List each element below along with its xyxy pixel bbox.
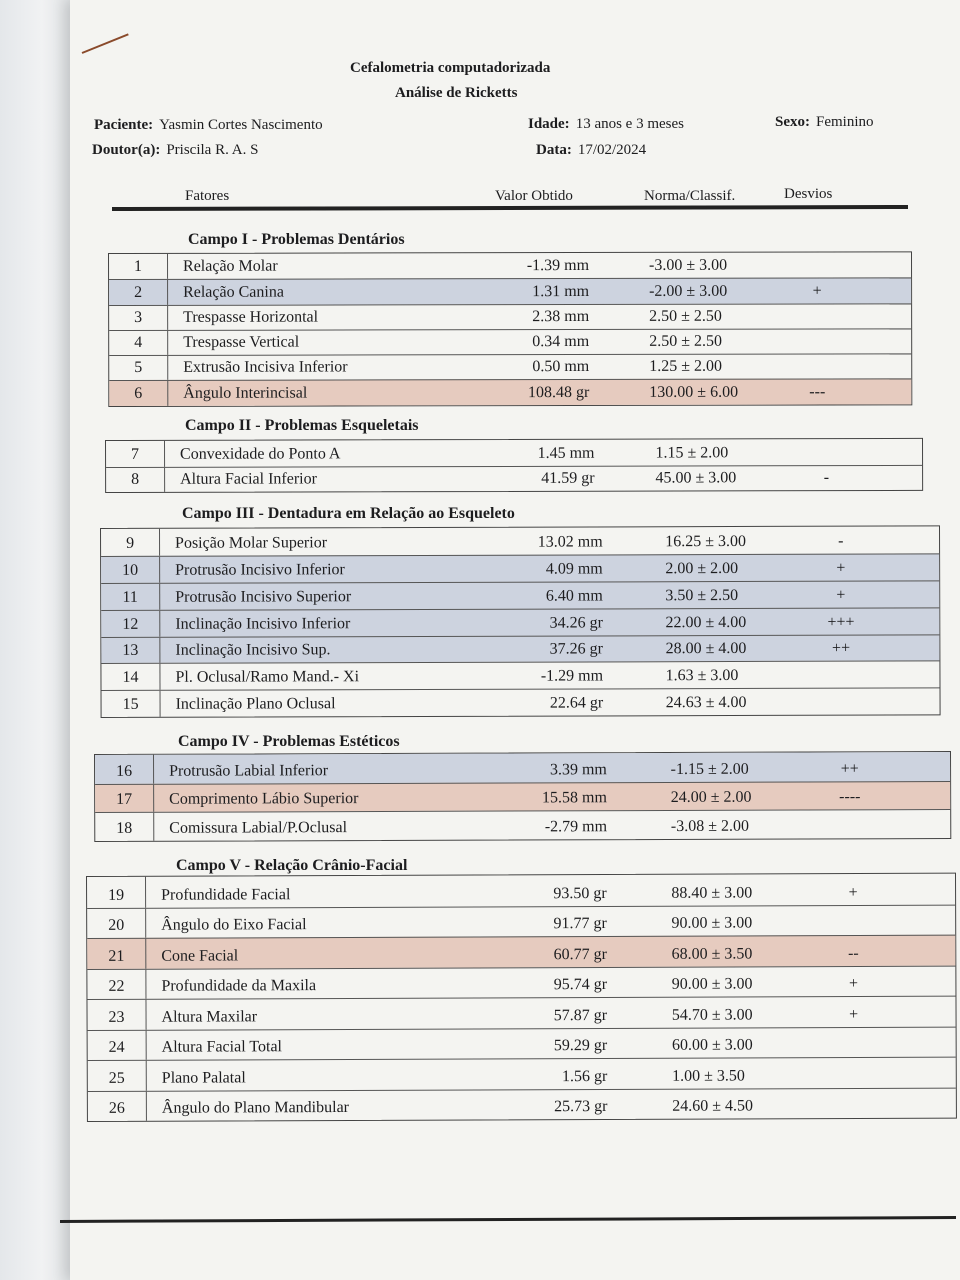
norm-value: 24.63 ± 4.00 — [665, 694, 747, 712]
factor-name: Relação Molar — [183, 257, 278, 276]
date-info — [536, 142, 646, 159]
norm-value: -3.08 ± 2.00 — [670, 817, 749, 835]
column-divider — [146, 1030, 147, 1060]
factor-name: Ângulo Interincisal — [183, 384, 308, 402]
factor-name: Inclinação Incisivo Sup. — [175, 641, 331, 660]
deviation-mark: + — [849, 1005, 859, 1023]
column-header-desvios: Desvios — [784, 186, 833, 202]
norm-value: 2.00 ± 2.00 — [665, 559, 739, 578]
norm-value: -3.00 ± 3.00 — [649, 257, 728, 275]
factor-name: Ângulo do Eixo Facial — [161, 916, 307, 934]
campo-table — [108, 251, 912, 406]
deviation-mark: --- — [809, 383, 826, 401]
factor-name: Pl. Oclusal/Ramo Mand.- Xi — [175, 668, 360, 687]
column-divider — [159, 557, 160, 583]
row-number: 11 — [122, 588, 138, 606]
patient-label: Paciente: — [94, 117, 154, 133]
row-number: 9 — [126, 534, 135, 552]
obtained-value: 0.50 mm — [532, 358, 590, 376]
factor-name: Protrusão Incisivo Superior — [175, 587, 352, 606]
age-info — [528, 116, 684, 133]
obtained-value: 0.34 mm — [532, 333, 590, 351]
table-row — [87, 935, 955, 969]
deviation-mark: + — [836, 586, 846, 604]
date-label: Data: — [536, 142, 572, 158]
column-divider — [167, 254, 168, 279]
table-row — [95, 752, 950, 783]
sex-info — [775, 114, 874, 131]
column-divider — [145, 1000, 146, 1030]
obtained-value: 22.64 gr — [549, 694, 604, 712]
table-row — [88, 1057, 956, 1091]
factor-name: Inclinação Plano Oclusal — [175, 695, 336, 713]
column-divider — [167, 356, 168, 380]
obtained-value: 13.02 mm — [537, 533, 603, 551]
factor-name: Cone Facial — [161, 946, 239, 965]
row-number: 13 — [122, 642, 139, 660]
column-divider — [145, 908, 146, 938]
obtained-value: 34.26 gr — [549, 613, 603, 632]
campo-title: Campo V - Relação Crânio-Facial — [176, 857, 408, 874]
table-row — [109, 354, 911, 381]
column-divider — [167, 381, 168, 405]
obtained-value: 3.39 mm — [549, 760, 607, 778]
table-row — [101, 634, 939, 664]
table-row — [109, 278, 911, 305]
column-divider — [159, 584, 160, 610]
factor-name: Profundidade da Maxila — [161, 977, 317, 995]
norm-value: 68.00 ± 3.50 — [671, 944, 753, 963]
row-number: 20 — [108, 916, 125, 934]
row-number: 3 — [134, 308, 143, 326]
column-divider — [164, 467, 165, 492]
factor-name: Convexidade do Ponto A — [180, 444, 341, 463]
table-row — [101, 580, 939, 610]
row-number: 21 — [108, 947, 125, 965]
factor-name: Protrusão Incisivo Inferior — [175, 561, 345, 579]
report-title: Cefalometria computadorizada — [350, 60, 551, 76]
obtained-value: -2.79 mm — [544, 817, 608, 835]
campo-table — [86, 873, 957, 1122]
norm-value: 60.00 ± 3.00 — [671, 1036, 753, 1054]
row-number: 12 — [122, 615, 139, 633]
deviation-mark: + — [812, 282, 822, 300]
deviation-mark: ++ — [840, 759, 859, 777]
row-number: 4 — [134, 334, 143, 352]
column-divider — [159, 637, 160, 663]
table-row — [88, 1026, 956, 1060]
table-row — [106, 439, 922, 467]
obtained-value: 93.50 gr — [553, 884, 607, 902]
campo-title: Campo III - Dentadura em Relação ao Esqueleto — [182, 505, 515, 522]
obtained-value: 41.59 gr — [541, 469, 595, 487]
row-number: 7 — [131, 445, 140, 463]
patient-name: Yasmin Cortes Nascimento — [159, 117, 323, 133]
row-number: 15 — [122, 696, 139, 714]
column-header-norma: Norma/Classif. — [644, 188, 736, 204]
obtained-value: 108.48 gr — [527, 383, 590, 401]
row-number: 26 — [108, 1099, 125, 1117]
column-divider — [145, 939, 146, 969]
factor-name: Relação Canina — [183, 283, 284, 301]
norm-value: 1.63 ± 3.00 — [665, 667, 739, 685]
deviation-mark: ++ — [832, 640, 851, 658]
table-row — [106, 464, 922, 492]
factor-name: Comprimento Lábio Superior — [169, 790, 359, 808]
factor-name: Altura Facial Total — [161, 1038, 283, 1056]
column-divider — [167, 305, 168, 329]
norm-value: 45.00 ± 3.00 — [655, 469, 737, 487]
column-divider — [145, 969, 146, 999]
column-divider — [159, 610, 160, 636]
row-number: 6 — [134, 384, 143, 402]
obtained-value: 1.45 mm — [537, 444, 595, 462]
column-divider — [153, 784, 154, 812]
table-row — [109, 379, 911, 406]
norm-value: 1.00 ± 3.50 — [672, 1066, 745, 1085]
table-row — [87, 904, 955, 938]
column-header-valor: Valor Obtido — [495, 188, 573, 204]
column-divider — [153, 813, 154, 841]
report-subtitle: Análise de Ricketts — [395, 85, 518, 101]
column-divider — [164, 441, 165, 467]
deviation-mark: + — [848, 883, 858, 901]
obtained-value: -1.39 mm — [526, 257, 590, 275]
row-number: 17 — [116, 790, 133, 808]
factor-name: Protrusão Labial Inferior — [169, 761, 329, 780]
obtained-value: 57.87 gr — [553, 1006, 608, 1024]
row-number: 18 — [116, 819, 133, 837]
norm-value: 28.00 ± 4.00 — [665, 640, 747, 658]
column-divider — [145, 877, 146, 908]
obtained-value: 59.29 gr — [553, 1036, 608, 1055]
norm-value: 2.50 ± 2.50 — [649, 307, 722, 325]
deviation-mark: - — [838, 532, 844, 550]
row-number: 25 — [108, 1069, 125, 1087]
column-divider — [153, 755, 154, 784]
table-row — [87, 965, 955, 999]
norm-value: 1.15 ± 2.00 — [655, 443, 729, 462]
column-header-fatores: Fatores — [185, 188, 230, 204]
campo-title: Campo IV - Problemas Estéticos — [178, 733, 400, 750]
obtained-value: 4.09 mm — [545, 560, 603, 578]
obtained-value: 37.26 gr — [549, 640, 604, 659]
table-row — [102, 688, 940, 718]
obtained-value: -1.29 mm — [540, 667, 604, 685]
row-number: 14 — [122, 669, 139, 687]
table-row — [109, 328, 911, 355]
table-row — [95, 809, 950, 840]
factor-name: Inclinação Incisivo Inferior — [175, 614, 351, 633]
row-number: 10 — [122, 561, 139, 579]
deviation-mark: +++ — [827, 613, 855, 631]
factor-name: Ângulo do Plano Mandibular — [161, 1098, 350, 1117]
norm-value: -2.00 ± 3.00 — [649, 282, 728, 300]
column-divider — [160, 691, 161, 717]
table-row — [101, 526, 939, 556]
column-divider — [159, 664, 160, 690]
obtained-value: 2.38 mm — [532, 307, 590, 326]
doctor-info — [92, 142, 258, 159]
deviation-mark: - — [823, 469, 830, 487]
obtained-value: 91.77 gr — [553, 915, 607, 933]
table-row — [101, 553, 939, 583]
norm-value: -1.15 ± 2.00 — [670, 760, 749, 778]
column-divider — [167, 331, 168, 355]
norm-value: 16.25 ± 3.00 — [665, 532, 747, 551]
deviation-mark: ---- — [839, 788, 861, 806]
factor-name: Altura Maxilar — [161, 1007, 258, 1026]
obtained-value: 25.73 gr — [554, 1097, 608, 1116]
table-row — [95, 781, 950, 812]
norm-value: 88.40 ± 3.00 — [671, 883, 753, 902]
factor-name: Extrusão Incisiva Inferior — [183, 358, 348, 377]
norm-value: 1.25 ± 2.00 — [649, 358, 723, 376]
doctor-label: Doutor(a): — [92, 142, 161, 158]
campo-table — [100, 525, 941, 718]
table-row — [87, 996, 955, 1030]
table-row — [101, 661, 939, 691]
row-number: 2 — [134, 283, 143, 301]
campo-title: Campo I - Problemas Dentários — [188, 231, 405, 248]
column-divider — [159, 529, 160, 556]
obtained-value: 15.58 mm — [542, 789, 607, 807]
obtained-value: 95.74 gr — [553, 976, 608, 994]
campo-table — [94, 751, 951, 841]
factor-name: Posição Molar Superior — [175, 534, 328, 552]
row-number: 24 — [108, 1038, 125, 1056]
deviation-mark: + — [848, 975, 859, 993]
obtained-value: 6.40 mm — [545, 587, 603, 605]
column-divider — [146, 1061, 147, 1091]
norm-value: 24.00 ± 2.00 — [670, 788, 752, 806]
patient-info — [94, 117, 323, 134]
norm-value: 24.60 ± 4.50 — [672, 1097, 754, 1115]
factor-name: Trespasse Horizontal — [183, 308, 319, 326]
sex-value: Feminino — [816, 114, 874, 130]
factor-name: Trespasse Vertical — [183, 333, 300, 352]
doctor-name: Priscila R. A. S — [166, 142, 259, 158]
norm-value: 3.50 ± 2.50 — [665, 586, 739, 604]
table-row — [88, 1087, 956, 1121]
campo-table — [105, 438, 923, 493]
row-number: 1 — [134, 258, 143, 276]
norm-value: 90.00 ± 3.00 — [671, 914, 753, 932]
norm-value: 22.00 ± 4.00 — [665, 613, 747, 631]
sex-label: Sexo: — [775, 114, 810, 130]
table-row — [87, 874, 955, 908]
row-number: 5 — [134, 359, 143, 377]
table-row — [109, 252, 911, 279]
row-number: 23 — [108, 1008, 125, 1026]
row-number: 16 — [116, 762, 133, 780]
norm-value: 2.50 ± 2.50 — [649, 332, 722, 351]
date-value: 17/02/2024 — [577, 142, 647, 158]
norm-value: 90.00 ± 3.00 — [671, 975, 753, 993]
plastic-sleeve-edge — [0, 0, 70, 1280]
campo-title: Campo II - Problemas Esqueletais — [185, 417, 419, 434]
deviation-mark: + — [836, 559, 846, 577]
row-number: 8 — [131, 470, 140, 488]
table-row — [101, 607, 939, 637]
column-divider — [146, 1091, 147, 1121]
norm-value: 54.70 ± 3.00 — [671, 1005, 753, 1024]
factor-name: Altura Facial Inferior — [180, 470, 317, 488]
age-value: 13 anos e 3 meses — [575, 116, 684, 132]
factor-name: Plano Palatal — [161, 1068, 246, 1087]
factor-name: Comissura Labial/P.Oclusal — [169, 818, 348, 837]
deviation-mark: -- — [848, 944, 859, 962]
obtained-value: 60.77 gr — [553, 945, 607, 963]
age-label: Idade: — [528, 116, 570, 132]
column-divider — [167, 280, 168, 304]
row-number: 19 — [108, 886, 125, 904]
row-number: 22 — [108, 977, 125, 995]
table-row — [109, 303, 911, 330]
obtained-value: 1.31 mm — [532, 282, 590, 300]
obtained-value: 1.56 gr — [561, 1067, 608, 1085]
norm-value: 130.00 ± 6.00 — [649, 383, 739, 401]
factor-name: Profundidade Facial — [161, 885, 291, 904]
